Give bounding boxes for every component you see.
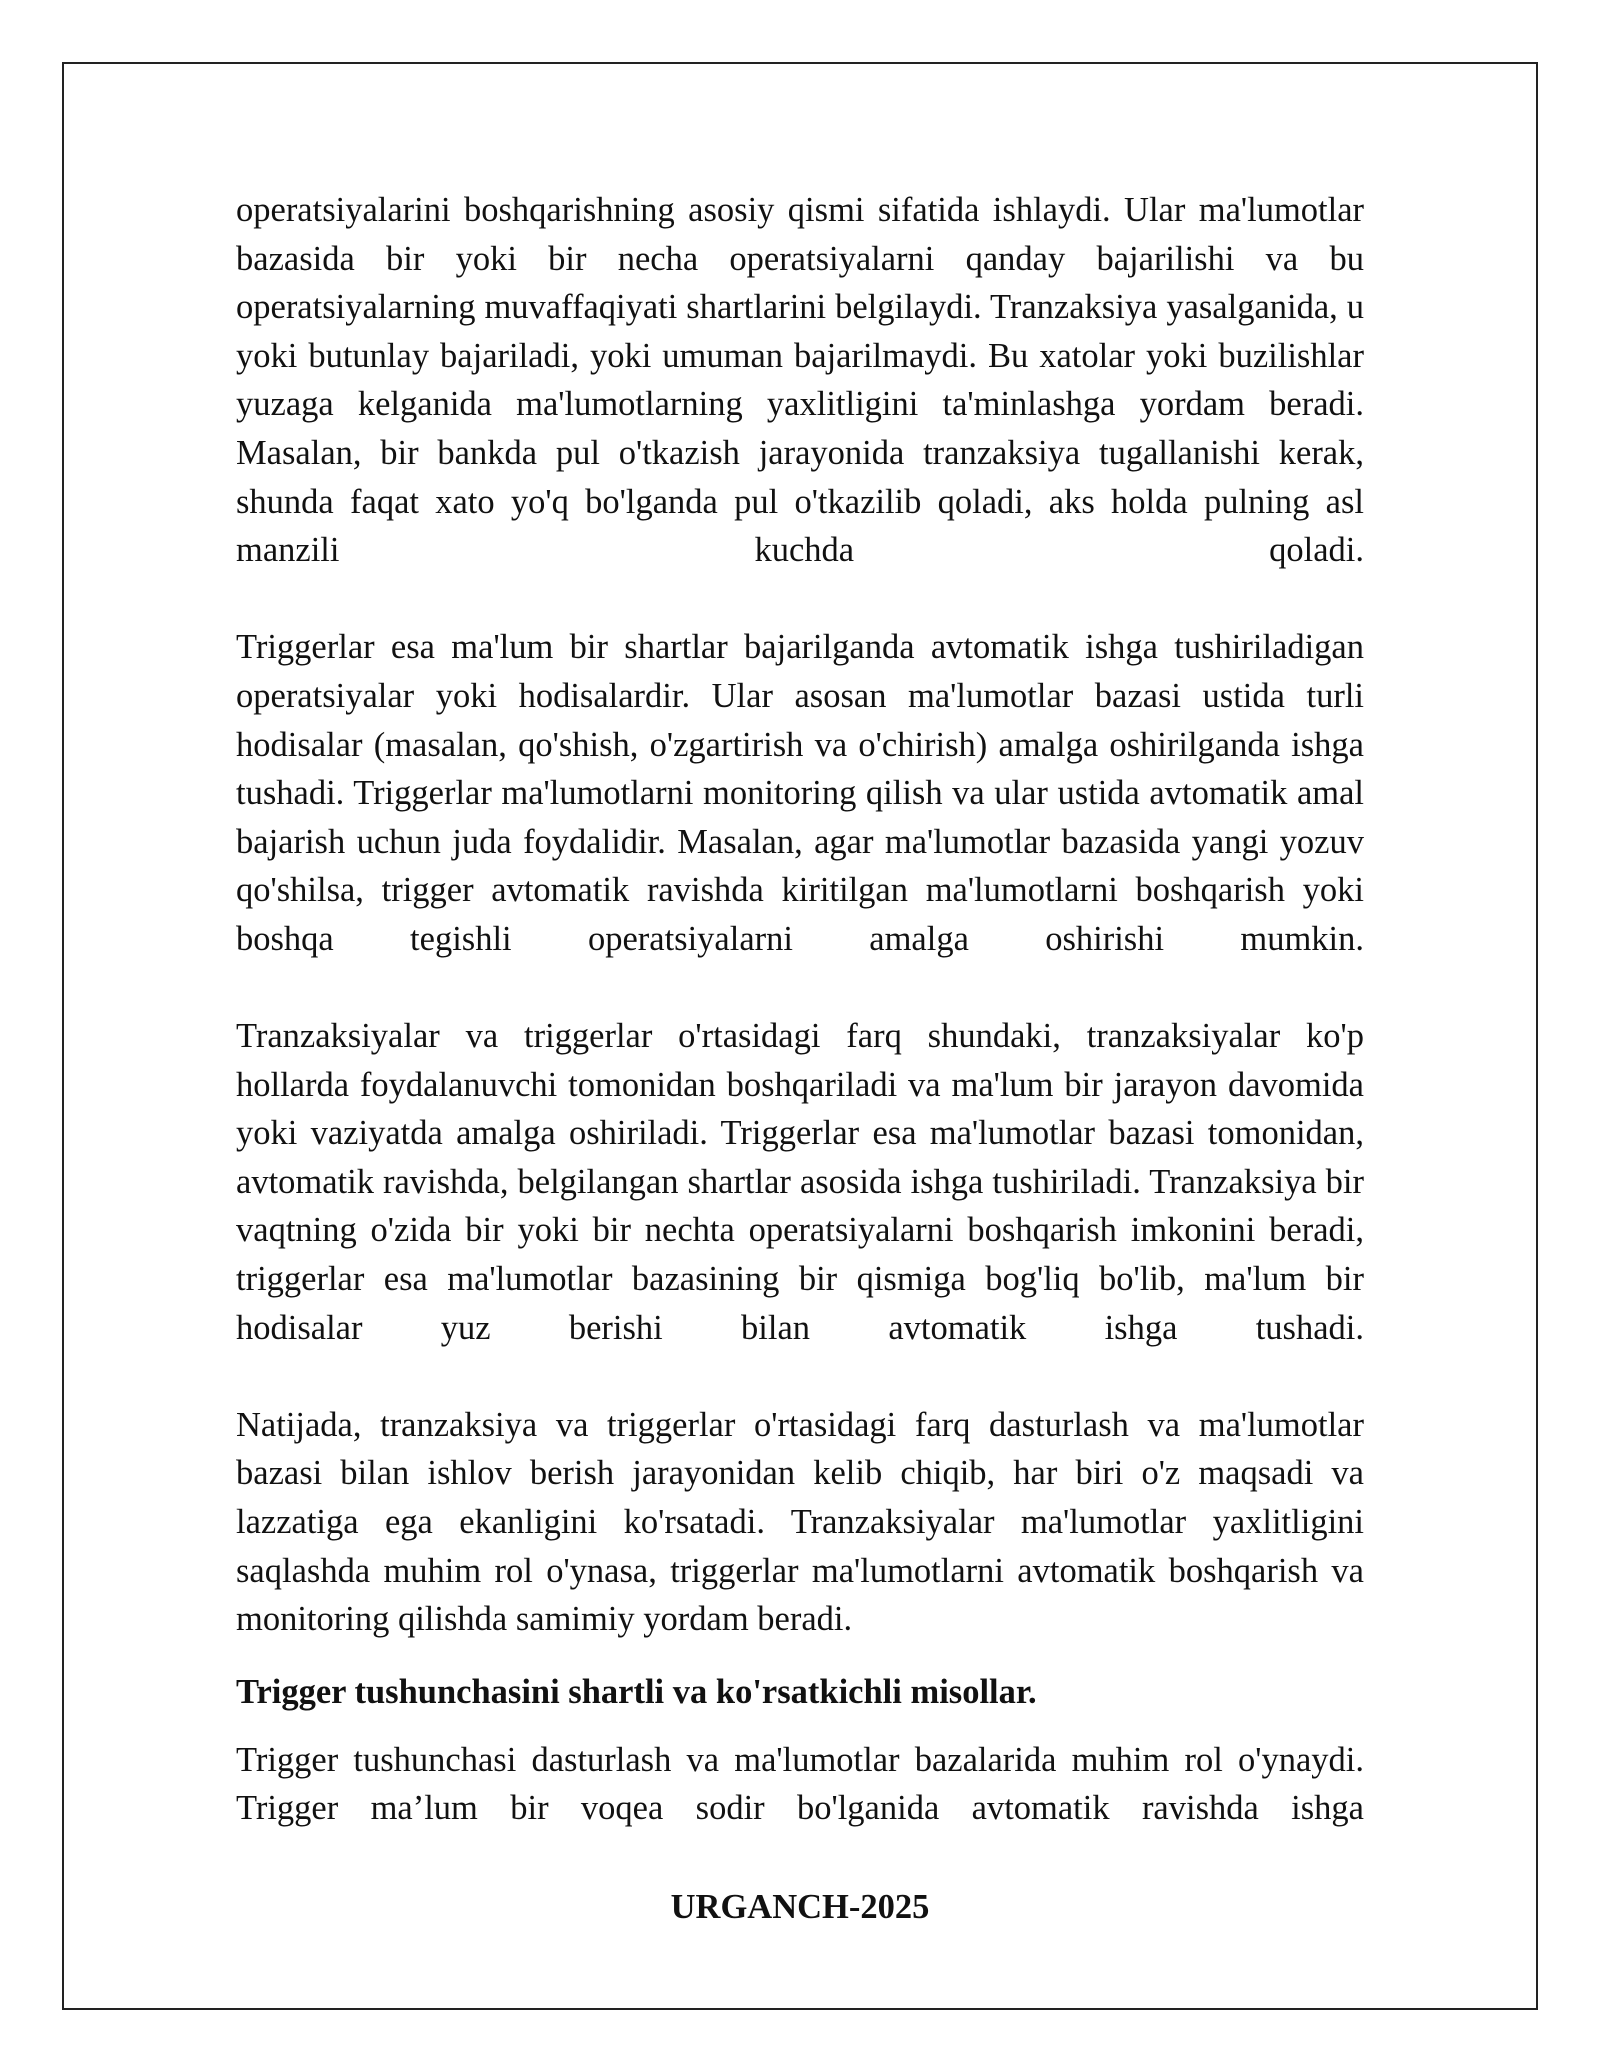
paragraph-gap: [236, 575, 1364, 624]
page-footer: URGANCH-2025: [670, 1888, 930, 1926]
paragraph-gap: [236, 964, 1364, 1013]
paragraph-gap: [236, 1352, 1364, 1401]
paragraph-difference: Tranzaksiyalar va triggerlar o'rtasidagi farq shundaki, tranzaksiyalar ko'p hollarda foydalanuvchi tomonidan boshqariladi va ma'lum bir jarayon davomida yoki vaziyatda amalga oshiriladi. Triggerlar esa ma'lumotlar bazasi tomonidan, avtomatik ravishda, belgilangan shartlar asosida ishga tushiriladi. Tranzaksiya bir vaqtning o'zida bir yoki bir nechta operatsiyalarni boshqarish imkonini beradi, triggerlar esa ma'lumotlar bazasining bir qismiga bog'liq bo'lib, ma'lum bir hodisalar yuz berishi bilan avtomatik ishga tushadi.: [236, 1017, 1364, 1347]
section-heading: Trigger tushunchasini shartli va ko'rsatkichli misollar.: [236, 1672, 1037, 1711]
paragraph-conclusion: Natijada, tranzaksiya va triggerlar o'rtasidagi farq dasturlash va ma'lumotlar bazasi bilan ishlov berish jarayonidan kelib chiqib, har biri o'z maqsadi va lazzatiga ega ekanligini ko'rsatadi. Tranzaksiyalar ma'lumotlar yaxlitligini saqlashda muhim rol o'ynasa, triggerlar ma'lumotlarni avtomatik boshqarish va monitoring qilishda samimiy yordam beradi.: [236, 1405, 1364, 1639]
paragraph-triggers: Triggerlar esa ma'lum bir shartlar bajarilganda avtomatik ishga tushiriladigan operatsiyalar yoki hodisalardir. Ular asosan ma'lumotlar bazasi ustida turli hodisalar (masalan, qo'shish, o'zgartirish va o'chirish) amalga oshirilganda ishga tushadi. Triggerlar ma'lumotlarni monitoring qilish va ular ustida avtomatik amal bajarish uchun juda foydalidir. Masalan, agar ma'lumotlar bazasida yangi yozuv qo'shilsa, trigger avtomatik ravishda kiritilgan ma'lumotlarni boshqarish yoki boshqa tegishli operatsiyalarni amalga oshirishi mumkin.: [236, 628, 1364, 958]
paragraph-trigger-concept: Trigger tushunchasi dasturlash va ma'lumotlar bazalarida muhim rol o'ynaydi. Trigger ma’lum bir voqea sodir bo'lganida avtomatik ravishda ishga: [236, 1740, 1364, 1828]
paragraph-transactions: operatsiyalarini boshqarishning asosiy qismi sifatida ishlaydi. Ular ma'lumotlar bazasida bir yoki bir necha operatsiyalarni qanday bajarilishi va bu operatsiyalarning muvaffaqiyati shartlarini belgilaydi. Tranzaksiya yasalganida, u yoki butunlay bajariladi, yoki umuman bajarilmaydi. Bu xatolar yoki buzilishlar yuzaga kelganida ma'lumotlarning yaxlitligini ta'minlashga yordam beradi. Masalan, bir bankda pul o'tkazish jarayonida tranzaksiya tugallanishi kerak, shunda faqat xato yo'q bo'lganda pul o'tkazilib qoladi, aks holda pulning asl manzili kuchda qoladi.: [236, 191, 1364, 570]
document-body: [236, 186, 1364, 1833]
